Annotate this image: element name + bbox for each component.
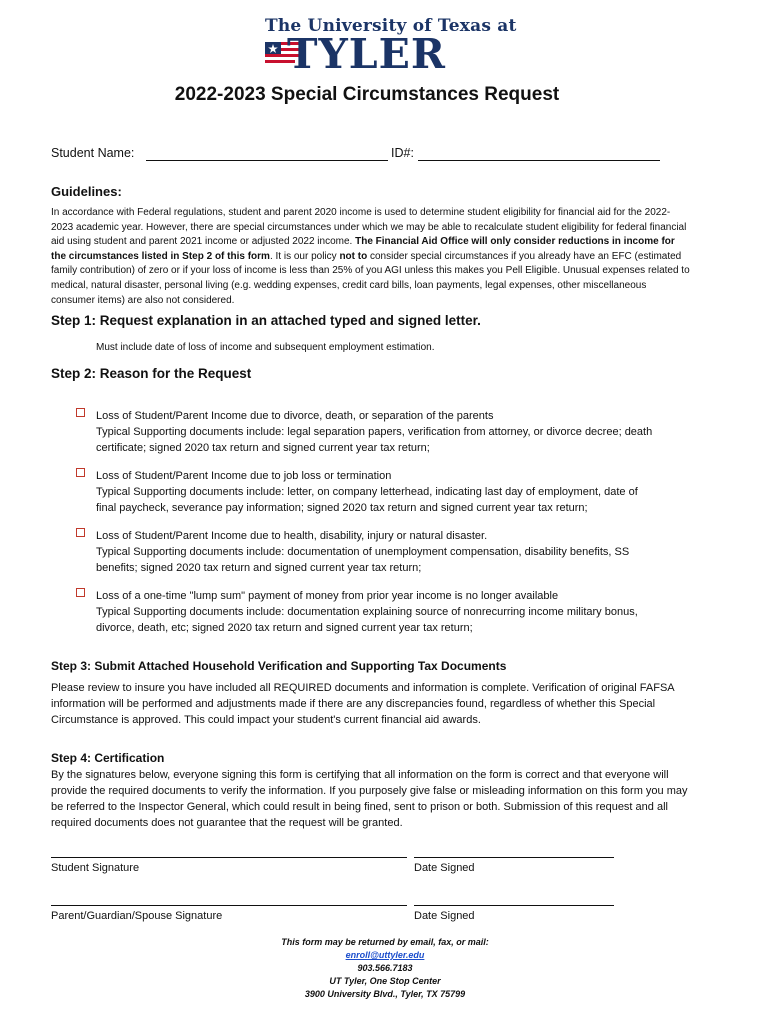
date-signed-label-1: Date Signed <box>414 862 475 874</box>
step2-heading: Step 2: Reason for the Request <box>51 366 252 381</box>
step1-note: Must include date of loss of income and subsequent employment estimation. <box>96 342 435 353</box>
step3-text: Please review to insure you have included all REQUIRED documents and information is complete. Verification of original FAFSA information will be performed and adjustments made if there are any discrepancies found, regardless of whether this Special Circumstance is approved. This could impact your student's current financial aid awards. <box>51 682 675 726</box>
footer-address: 3900 University Blvd., Tyler, TX 75799 <box>304 989 466 999</box>
logo-tyler-text: TYLER <box>287 30 446 78</box>
footer-return-text: This form may be returned by email, fax, or mail: <box>281 937 489 947</box>
option-checkbox-job-loss[interactable] <box>76 468 85 477</box>
parent-signature-label: Parent/Guardian/Spouse Signature <box>51 910 223 922</box>
student-name-field[interactable] <box>146 160 388 161</box>
university-logo <box>265 16 517 78</box>
option-checkbox-lump-sum[interactable] <box>76 588 85 597</box>
date-signed-field-2[interactable] <box>414 905 614 906</box>
footer-office: UT Tyler, One Stop Center <box>329 976 441 986</box>
step3-heading: Step 3: Submit Attached Household Verification and Supporting Tax Documents <box>51 659 507 673</box>
date-signed-label-2: Date Signed <box>414 910 475 922</box>
option-divorce: Loss of Student/Parent Income due to divorce, death, or separation of the parents Typical Supporting documents include: legal separation papers, verification from attorney, or divorce decree; death certificate; signed 2020 tax return and signed current year tax return; <box>96 410 653 455</box>
footer-email-link[interactable]: enroll@uttyler.edu <box>345 950 425 960</box>
student-signature-label: Student Signature <box>51 862 140 874</box>
option-health: Loss of Student/Parent Income due to health, disability, injury or natural disaster. Typical Supporting documents include: documentation of unemployment compensation, disability benefits, SS benefits; signed 2020 tax return and signed current year tax return; <box>96 530 630 575</box>
option-lump-sum: Loss of a one-time "lump sum" payment of money from prior year income is no longer available Typical Supporting documents include: documentation explaining source of nonrecurring income military bonus, divorce, death, etc; signed 2020 tax return and signed current year tax return; <box>96 590 638 635</box>
parent-signature-field[interactable] <box>51 905 407 906</box>
student-signature-field[interactable] <box>51 857 407 858</box>
id-field[interactable] <box>418 160 660 161</box>
step4-heading: Step 4: Certification <box>51 751 165 765</box>
date-signed-field-1[interactable] <box>414 857 614 858</box>
option-job-loss: Loss of Student/Parent Income due to job loss or termination Typical Supporting documents include: letter, on company letterhead, indicating last day of employment, date of final paycheck, severance pay information; signed 2020 tax return and signed current year tax return; <box>96 470 638 515</box>
page-title: 2022-2023 Special Circumstances Request <box>174 84 560 105</box>
option-checkbox-health[interactable] <box>76 528 85 537</box>
guidelines-heading: Guidelines: <box>51 184 122 199</box>
option-checkbox-divorce[interactable] <box>76 408 85 417</box>
id-label: ID#: <box>391 146 414 160</box>
footer-phone: 903.566.7183 <box>357 963 413 973</box>
step1-heading: Step 1: Request explanation in an attached typed and signed letter. <box>51 313 481 328</box>
step4-text: By the signatures below, everyone signing this form is certifying that all information on the form is correct and that everyone will provide the required documents to verify the information. If you purposely give false or misleading information on this form you may be referred to the Inspector General, which could result in being fined, sent to prison or both. Submission of this request and all required documents does not guarantee that the request will be granted. <box>51 769 688 829</box>
guidelines-text: In accordance with Federal regulations, student and parent 2020 income is used to determine student eligibility for financial aid for the 2022-2023 academic year. However, there are special circumstances under which we may be able to recalculate student eligibility for federal financial aid using student and parent 2021 income or adjusted 2022 income. The Financial Aid Office will only consider reductions in income for the circumstances listed in Step 2 of this form. It is our policy not to consider special circumstances if you already have an EFC (estimated family contribution) of zero or if your loss of income is less than 25% of you AGI unless this makes you Pell Eligible. Unusual expenses related to medical, natural disaster, personal living (e.g. wedding expenses, credit card bills, loan payments, legal expenses, other miscellaneous consumer items) are also not considered. <box>51 207 690 306</box>
logo-top-text: The University of Texas at <box>265 16 517 36</box>
footer <box>0 936 770 1001</box>
student-name-label: Student Name: <box>51 146 135 160</box>
